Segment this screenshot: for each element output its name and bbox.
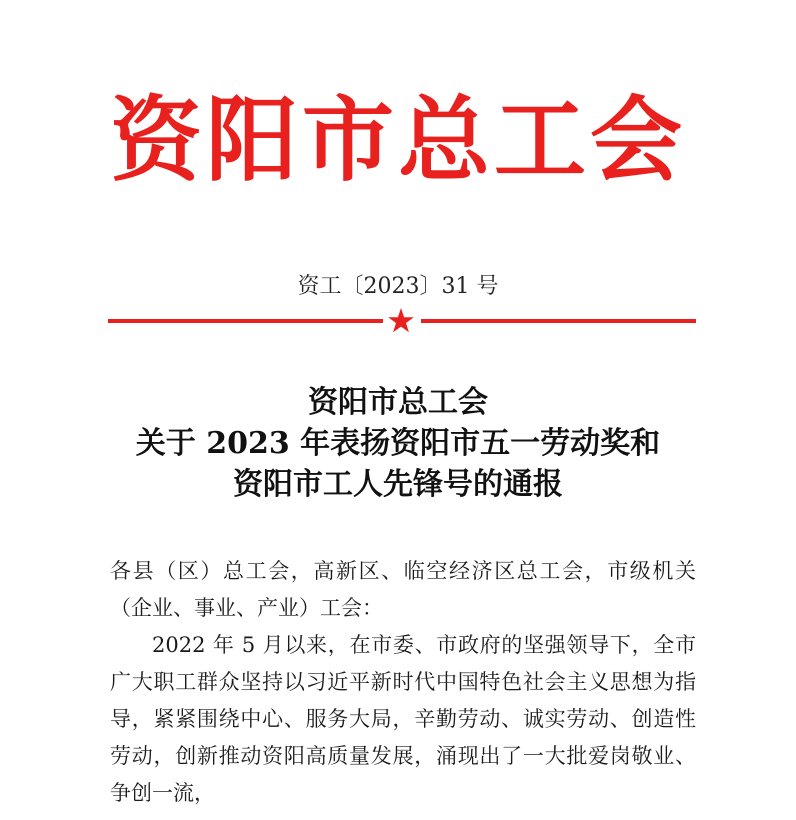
red-divider-left xyxy=(108,319,383,323)
salutation: 各县（区）总工会，高新区、临空经济区总工会，市级机关（企业、事业、产业）工会： xyxy=(110,559,696,620)
masthead-title: 资阳市总工会 xyxy=(109,86,686,194)
title-line-1: 资阳市总工会 xyxy=(308,385,488,420)
body-paragraph-1: 2022 年 5 月以来，在市委、市政府的坚强领导下，全市广大职工群众坚持以习近平新时代中国特色社会主义思想为指导，紧紧围绕中心、服务大局，辛勤劳动、诚实劳动、创造性劳动，创新推动资阳高质量发展，涌现出了一大批爱岗敬业、争创一流， xyxy=(110,633,696,805)
body-text xyxy=(110,553,696,812)
title-line-2: 关于 2023 年表扬资阳市五一劳动奖和 xyxy=(135,426,661,461)
notice-title xyxy=(40,382,756,505)
star-icon xyxy=(387,307,415,335)
title-line-3: 资阳市工人先锋号的通报 xyxy=(233,467,563,502)
document-number: 资工〔2023〕31 号 xyxy=(297,274,499,299)
red-divider-right xyxy=(421,319,696,323)
